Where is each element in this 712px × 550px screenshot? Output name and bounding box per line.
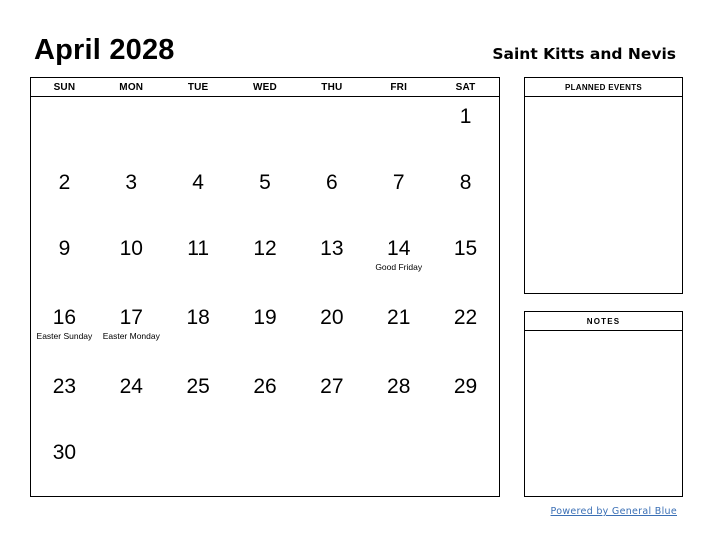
day-cell (165, 367, 232, 433)
day-cell (232, 433, 299, 499)
day-cell (165, 97, 232, 163)
day-cell (98, 229, 165, 298)
day-number: 5 (259, 171, 271, 194)
planned-events-heading: PLANNED EVENTS (525, 78, 682, 97)
day-number: 2 (58, 171, 71, 194)
day-number: 30 (52, 441, 77, 464)
day-cell (365, 163, 432, 229)
day-number: 9 (58, 237, 71, 260)
notes-heading: NOTES (525, 312, 682, 331)
day-number (232, 433, 299, 441)
day-number: 3 (125, 171, 138, 194)
day-cell (365, 433, 432, 499)
weekday-header (31, 78, 499, 97)
day-number: 15 (453, 237, 478, 260)
day-number: 16 (52, 306, 77, 329)
day-cell (98, 163, 165, 229)
day-number: 22 (453, 306, 478, 329)
weekday-label: MON (119, 81, 144, 93)
day-number: 21 (387, 306, 411, 329)
day-cell (298, 229, 365, 298)
day-number: 1 (459, 105, 472, 128)
day-cell (432, 367, 499, 433)
day-cell (165, 229, 232, 298)
day-number: 24 (119, 375, 143, 398)
day-number: 12 (253, 237, 277, 260)
day-cell (31, 367, 98, 433)
weekday-label: WED (253, 81, 277, 93)
day-cell (298, 97, 365, 163)
day-number (365, 97, 432, 105)
day-number: 7 (392, 171, 405, 194)
notes-panel (524, 311, 683, 497)
day-cell (298, 298, 365, 367)
day-cell (232, 97, 299, 163)
day-cell (432, 298, 499, 367)
day-number: 11 (187, 237, 210, 260)
day-cell (31, 298, 98, 367)
day-cell (98, 97, 165, 163)
day-number (98, 97, 165, 105)
day-number: 19 (253, 306, 277, 329)
day-number: 26 (253, 375, 277, 398)
day-cell (165, 298, 232, 367)
holiday-label: Easter Monday (102, 331, 160, 341)
country-name: Saint Kitts and Nevis (492, 45, 676, 63)
day-number: 13 (320, 237, 344, 260)
weekday-label: SUN (53, 81, 76, 93)
weekday-label: SAT (455, 81, 476, 93)
day-number: 29 (453, 375, 478, 398)
day-cell (165, 433, 232, 499)
day-number (232, 97, 299, 105)
day-cell (365, 229, 432, 298)
page-title: April 2028 (34, 34, 175, 66)
holiday-label: Good Friday (375, 262, 423, 272)
day-cell (232, 298, 299, 367)
day-cell (298, 367, 365, 433)
day-cell (31, 433, 98, 499)
day-number: 25 (186, 375, 210, 398)
day-cell (98, 433, 165, 499)
day-number: 20 (320, 306, 344, 329)
day-cell (165, 163, 232, 229)
day-number (31, 97, 98, 105)
planned-events-panel (524, 77, 683, 294)
day-number: 8 (459, 171, 472, 194)
holiday-label: Easter Sunday (36, 331, 93, 341)
day-cell (365, 97, 432, 163)
day-number: 27 (320, 375, 344, 398)
day-number (165, 97, 232, 105)
calendar-grid (30, 77, 500, 497)
day-number: 28 (387, 375, 411, 398)
day-cell (365, 367, 432, 433)
day-number: 23 (52, 375, 77, 398)
day-cell (31, 229, 98, 298)
day-number: 14 (387, 237, 411, 260)
day-number: 10 (119, 237, 143, 260)
day-cell (432, 97, 499, 163)
day-cell (31, 97, 98, 163)
day-number: 6 (326, 171, 338, 194)
day-number (165, 433, 232, 441)
weekday-label: FRI (390, 81, 408, 93)
day-number: 4 (192, 171, 204, 194)
weekday-label: THU (321, 81, 343, 93)
day-cell (31, 163, 98, 229)
day-cell (432, 433, 499, 499)
weekday-label: TUE (187, 81, 209, 93)
day-cell (232, 367, 299, 433)
day-number: 18 (186, 306, 210, 329)
powered-by-link[interactable]: Powered by General Blue (550, 506, 677, 517)
day-number (432, 433, 499, 441)
day-cell (232, 163, 299, 229)
day-number (298, 97, 365, 105)
day-cell (98, 367, 165, 433)
day-cell (232, 229, 299, 298)
day-cell (365, 298, 432, 367)
day-cell (432, 229, 499, 298)
day-cell (98, 298, 165, 367)
day-number (365, 433, 432, 441)
day-number (298, 433, 365, 441)
day-cells (31, 97, 499, 499)
day-cell (432, 163, 499, 229)
day-cell (298, 163, 365, 229)
day-cell (298, 433, 365, 499)
day-number (98, 433, 165, 441)
day-number: 17 (119, 306, 143, 329)
